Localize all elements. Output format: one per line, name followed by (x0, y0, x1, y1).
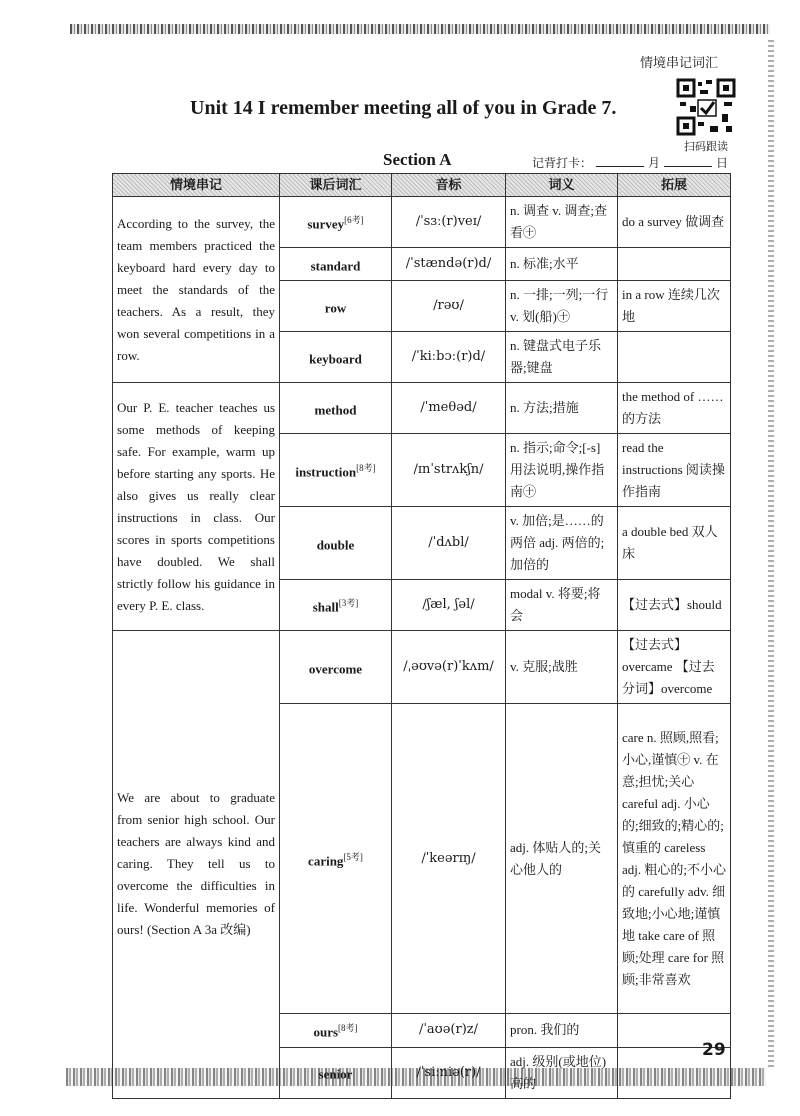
word-text: survey (307, 216, 345, 232)
exam-tag: [8考] (338, 1023, 358, 1034)
word-text: keyboard (309, 351, 362, 367)
word-cell (280, 1047, 392, 1098)
word-text: caring (308, 852, 344, 868)
phonetic-cell: /ˈdʌbl/ (392, 507, 506, 580)
month-blank[interactable] (596, 155, 644, 167)
checkin-line (532, 154, 728, 171)
checkin-month: 月 (648, 156, 661, 170)
extension-cell: 【过去式】overcame 【过去分词】overcome (618, 631, 731, 704)
context-paragraph: Our P. E. teacher teaches us some methods of keeping safe. For example, warm up before starting any sports. He also gives us really clear instructions in class. Our scores in sports competitions have doubled. We shall strictly follow his guidance in every P. E. class. (113, 383, 280, 631)
extension-cell (618, 332, 731, 383)
word-cell (280, 631, 392, 704)
phonetic-cell: /ˈkeərɪŋ/ (392, 704, 506, 1014)
word-cell (280, 704, 392, 1014)
meaning-cell: adj. 级别(或地位)高的 (506, 1047, 618, 1098)
phonetic-cell: /ˈkiːbɔː(r)d/ (392, 332, 506, 383)
meaning-cell: adj. 体贴人的;关心他人的 (506, 704, 618, 1014)
phonetic-cell: /ˈstændə(r)d/ (392, 248, 506, 281)
word-cell (280, 248, 392, 281)
word-text: method (314, 402, 357, 418)
phonetic-cell: /ˈaʊə(r)z/ (392, 1014, 506, 1047)
word-text: overcome (308, 661, 363, 677)
meaning-cell: n. 方法;措施 (506, 383, 618, 434)
word-cell (280, 383, 392, 434)
header-context: 情境串记 (113, 174, 280, 197)
unit-title: Unit 14 I remember meeting all of you in Grade 7. (190, 97, 617, 119)
word-cell (280, 332, 392, 383)
checkin-label: 记背打卡： (532, 156, 593, 170)
phonetic-cell: /ˈsɜː(r)veɪ/ (392, 197, 506, 248)
meaning-cell: modal v. 将要;将会 (506, 580, 618, 631)
table-row (113, 631, 731, 704)
extension-cell: read the instructions 阅读操作指南 (618, 434, 731, 507)
exam-tag: [6考] (344, 214, 364, 225)
word-cell (280, 434, 392, 507)
extension-cell: care n. 照顾,照看;小心,谨慎㊉ v. 在意;担忧;关心 careful adj. 小心的;细致的;精心的;慎重的 careless adj. 粗心的;不小心的 carefully adv. 细致地;小心地;谨慎地 take care of 照顾;处理 care for 照顾;非常喜欢 (618, 704, 731, 1014)
word-text: senior (318, 1066, 353, 1082)
header-tag: 情境串记词汇 (640, 56, 719, 71)
phonetic-cell: /ˌəʊvə(r)ˈkʌm/ (392, 631, 506, 704)
extension-cell: a double bed 双人床 (618, 507, 731, 580)
table-row (113, 197, 731, 248)
header-word: 课后词汇 (280, 174, 392, 197)
meaning-cell: pron. 我们的 (506, 1014, 618, 1047)
context-paragraph: According to the survey, the team members practiced the keyboard hard every day to meet the standards of the teachers. As a result, they won several competitions in a row. (113, 197, 280, 383)
word-text: row (324, 300, 347, 316)
right-edge-band (768, 40, 774, 1070)
word-text: double (316, 537, 355, 553)
exam-tag: [8考] (356, 463, 376, 474)
day-blank[interactable] (664, 155, 712, 167)
table-row (113, 383, 731, 434)
exam-tag: [3考] (338, 598, 359, 609)
phonetic-cell: /ˈmeθəd/ (392, 383, 506, 434)
meaning-cell: v. 克服;战胜 (506, 631, 618, 704)
word-cell (280, 507, 392, 580)
header-extension: 拓展 (618, 174, 731, 197)
word-cell (280, 1014, 392, 1047)
extension-cell: in a row 连续几次地 (618, 281, 731, 332)
phonetic-cell: /ʃæl, ʃəl/ (392, 580, 506, 631)
word-text: instruction (295, 464, 357, 480)
exam-tag: [5考] (343, 851, 363, 862)
meaning-cell: n. 标准;水平 (506, 248, 618, 281)
word-cell (280, 281, 392, 332)
meaning-cell: v. 加倍;是……的两倍 adj. 两倍的;加倍的 (506, 507, 618, 580)
vocab-table (112, 173, 731, 1099)
word-cell (280, 197, 392, 248)
phonetic-cell: /ɪnˈstrʌkʃn/ (392, 434, 506, 507)
meaning-cell: n. 调查 v. 调查;查看㊉ (506, 197, 618, 248)
meaning-cell: n. 键盘式电子乐器;键盘 (506, 332, 618, 383)
word-text: ours (313, 1024, 339, 1040)
checkin-day: 日 (716, 156, 729, 170)
header-phonetic: 音标 (392, 174, 506, 197)
qr-label: 扫码跟读 (684, 140, 728, 153)
phonetic-cell: /rəʊ/ (392, 281, 506, 332)
section-title: Section A (383, 150, 452, 169)
word-cell (280, 580, 392, 631)
extension-cell: do a survey 做调查 (618, 197, 731, 248)
word-text: shall (312, 599, 339, 615)
table-header-row (113, 174, 731, 197)
context-paragraph: We are about to graduate from senior high school. Our teachers are always kind and caring. They tell us to overcome the difficulties in life. Wonderful memories of ours! (Section A 3a 改编) (113, 631, 280, 1098)
meaning-cell: n. 一排;一列;一行 v. 划(船)㊉ (506, 281, 618, 332)
qr-code-icon[interactable] (676, 78, 736, 136)
header-meaning: 词义 (506, 174, 618, 197)
extension-cell: 【过去式】should (618, 580, 731, 631)
extension-cell (618, 248, 731, 281)
page-number: 29 (702, 1040, 726, 1060)
meaning-cell: n. 指示;命令;[-s]用法说明,操作指南㊉ (506, 434, 618, 507)
phonetic-cell: /ˈsiːniə(r)/ (392, 1047, 506, 1098)
top-print-band (70, 24, 770, 34)
extension-cell: the method of ……的方法 (618, 383, 731, 434)
word-text: standard (310, 258, 361, 274)
